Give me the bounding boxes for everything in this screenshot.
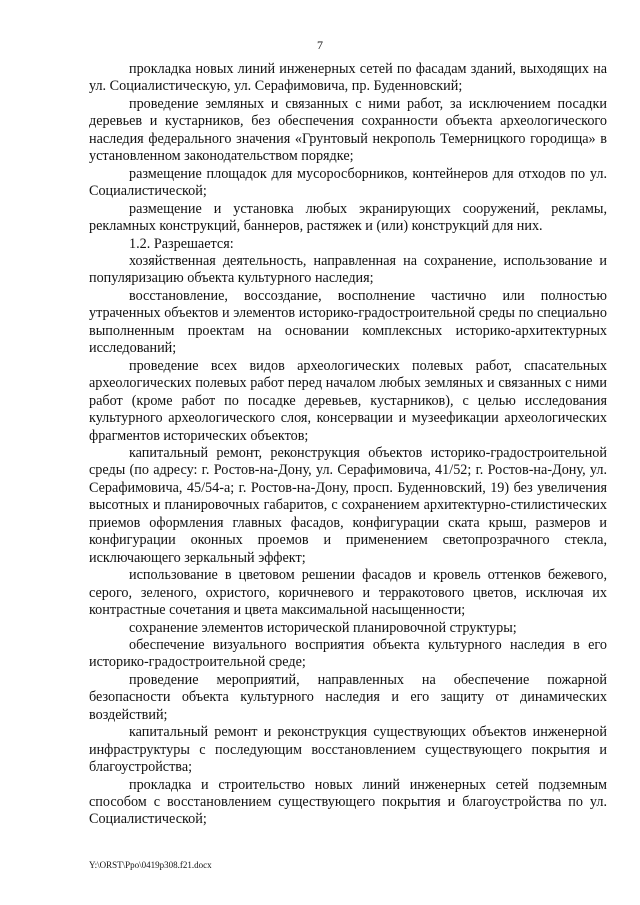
footer-file-path: Y:\ORST\Ppo\0419p308.f21.docx <box>89 860 212 870</box>
paragraph-3: размещение площадок для мусоросборников, контейнеров для отходов по ул. Социалистической; <box>89 165 607 200</box>
paragraph-11: сохранение элементов исторической планировочной структуры; <box>129 619 517 636</box>
section-heading-1-2: 1.2. Разрешается: <box>129 235 234 252</box>
paragraph-8: проведение всех видов археологических полевых работ, спасательных археологических полевых работ перед началом любых земляных и связанных с ними работ (кроме работ по посадке деревьев, кустарников), с целью исследования культурного археологического слоя, консервации и музеефикации археологических фрагментов исторических объектов; <box>89 357 607 444</box>
paragraph-9: капитальный ремонт, реконструкция объектов историко-градостроительной среды (по адресу: г. Ростов-на-Дону, ул. Серафимовича, 41/52; г. Ростов-на-Дону, ул. Серафимовича, 45/54-а; г. Ростов-на-Дону, просп. Буденновский, 19) без увеличения высотных и планировочных габаритов, с сохранением архитектурно-стилистических приемов оформления главных фасадов, конфигурации ската крыш, размеров и конфигурации оконных проемов и применением светопрозрачного стекла, исключающего зеркальный эффект; <box>89 444 607 566</box>
paragraph-13: проведение мероприятий, направленных на обеспечение пожарной безопасности объекта культурного наследия и его защиту от динамических воздействий; <box>89 671 607 723</box>
paragraph-15: прокладка и строительство новых линий инженерных сетей подземным способом с восстановлением существующего покрытия и благоустройства по ул. Социалистической; <box>89 776 607 828</box>
paragraph-7: восстановление, воссоздание, восполнение частично или полностью утраченных объектов и элементов историко-градостроительной среды по специально выполненным проектам на основании комплексных историко-архитектурных исследований; <box>89 287 607 357</box>
paragraph-10: использование в цветовом решении фасадов и кровель оттенков бежевого, серого, зеленого, охристого, коричневого и терракотового цветов, исключая их контрастные сочетания и цвета максимальной насыщенности; <box>89 567 607 619</box>
page-number: 7 <box>317 38 323 52</box>
paragraph-4: размещение и установка любых экранирующих сооружений, рекламы, рекламных конструкций, баннеров, растяжек и (или) конструкций для них. <box>89 200 607 235</box>
paragraph-6: хозяйственная деятельность, направленная на сохранение, использование и популяризацию объекта культурного наследия; <box>89 252 607 287</box>
paragraph-1: прокладка новых линий инженерных сетей по фасадам зданий, выходящих на ул. Социалистическую, ул. Серафимовича, пр. Буденновский; <box>89 61 607 95</box>
paragraph-2: проведение земляных и связанных с ними работ, за исключением посадки деревьев и кустарников, без обеспечения сохранности объекта археологического наследия федерального значения «Грунтовый некрополь Темерницкого городища» в установленном законодательством порядке; <box>89 95 607 165</box>
paragraph-14: капитальный ремонт и реконструкция существующих объектов инженерной инфраструктуры с последующим восстановлением существующего покрытия и благоустройства; <box>89 724 607 776</box>
document-body <box>89 61 607 829</box>
paragraph-12: обеспечение визуального восприятия объекта культурного наследия в его историко-градостроительной среде; <box>89 636 607 671</box>
